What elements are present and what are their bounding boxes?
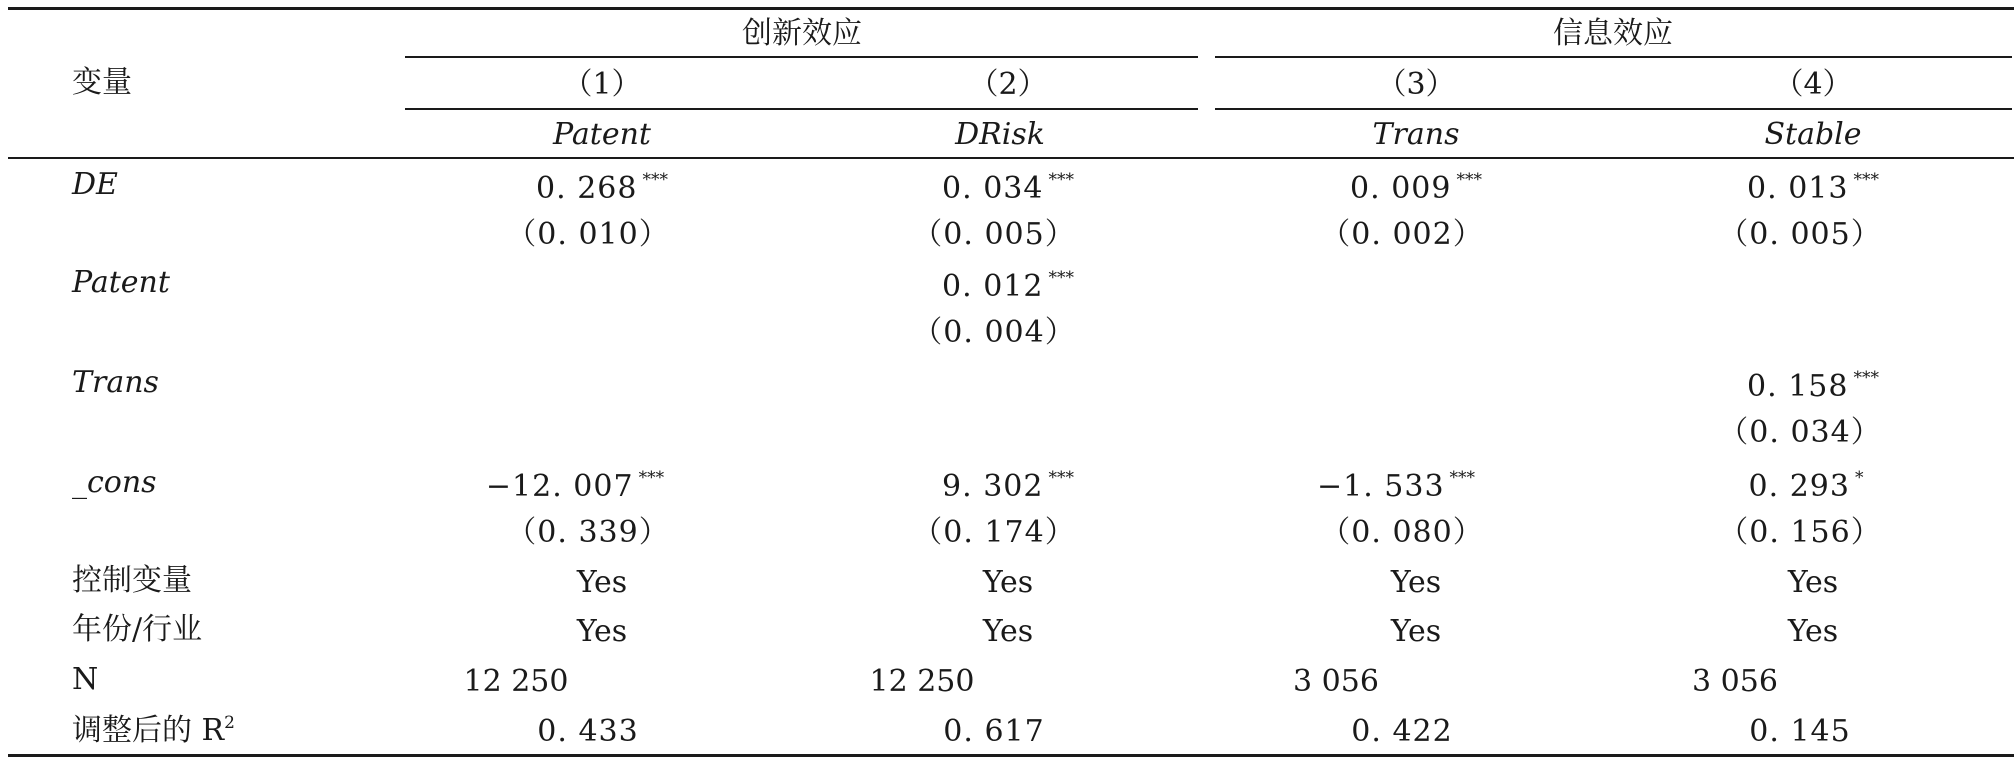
year-industry-3: Yes (1390, 614, 1442, 649)
colnum-rule-2 (1215, 108, 2012, 110)
patent-se-2: （0. 004） (912, 315, 1076, 350)
r2-1: 0. 433 (537, 714, 639, 749)
sig-stars: *** (1853, 368, 1879, 388)
cons-se-3: （0. 080） (1320, 515, 1484, 550)
trans-coef-4: 0. 158 *** (1747, 368, 1879, 404)
year-industry-4: Yes (1787, 614, 1839, 649)
trans-se-4: （0. 034） (1718, 415, 1882, 450)
bottom-rule (8, 754, 2014, 757)
sig-stars: *** (1853, 170, 1879, 190)
group1-rule (405, 56, 1198, 58)
row-label-patent: Patent (72, 265, 170, 300)
row-label-de: DE (72, 167, 118, 202)
row-label-year-industry: 年份/行业 (72, 612, 203, 647)
group-header-innovation: 创新效应 (742, 16, 862, 51)
de-coef-2: 0. 034 *** (942, 170, 1074, 206)
year-industry-1: Yes (576, 614, 628, 649)
cons-se-1: （0. 339） (506, 515, 670, 550)
colnum-rule-1 (405, 108, 1198, 110)
dep-var-stable: Stable (1764, 117, 1862, 152)
r2-2: 0. 617 (943, 714, 1045, 749)
dep-var-trans: Trans (1372, 117, 1460, 152)
de-coef-3: 0. 009 *** (1350, 170, 1482, 206)
cons-coef-3: −1. 533 *** (1316, 468, 1476, 504)
sig-stars: * (1854, 468, 1864, 488)
n-2: 12 250 (869, 664, 975, 699)
de-se-4: （0. 005） (1718, 217, 1882, 252)
n-4: 3 056 (1692, 664, 1778, 699)
n-1: 12 250 (463, 664, 569, 699)
group2-rule (1215, 56, 2012, 58)
cons-se-4: （0. 156） (1718, 515, 1882, 550)
de-se-1: （0. 010） (506, 217, 670, 252)
de-coef-1: 0. 268 *** (536, 170, 668, 206)
sig-stars: *** (1449, 468, 1476, 488)
col-number-2: （2） (968, 67, 1048, 102)
dep-var-patent: Patent (553, 117, 651, 152)
n-3: 3 056 (1293, 664, 1379, 699)
cons-se-2: （0. 174） (912, 515, 1076, 550)
r2-3: 0. 422 (1351, 714, 1453, 749)
cons-coef-2: 9. 302 *** (942, 468, 1074, 504)
sig-stars: *** (1048, 468, 1074, 488)
de-se-3: （0. 002） (1320, 217, 1484, 252)
controls-1: Yes (576, 565, 628, 600)
sig-stars: *** (1048, 268, 1074, 288)
dep-var-drisk: DRisk (955, 117, 1045, 152)
col-number-4: （4） (1773, 67, 1853, 102)
row-label-controls: 控制变量 (72, 563, 192, 598)
row-label-n: N (72, 662, 99, 697)
top-rule (8, 7, 2014, 10)
group-header-information: 信息效应 (1553, 16, 1673, 51)
row-label-cons: _cons (72, 465, 157, 500)
sig-stars: *** (638, 468, 665, 488)
variable-header: 变量 (72, 65, 132, 100)
row-label-adj-r2: 调整后的 $R^2$ (72, 713, 235, 748)
controls-2: Yes (982, 565, 1034, 600)
controls-4: Yes (1787, 565, 1839, 600)
col-number-1: （1） (562, 67, 642, 102)
row-label-trans: Trans (72, 365, 159, 400)
de-coef-4: 0. 013 *** (1747, 170, 1879, 206)
col-number-3: （3） (1376, 67, 1456, 102)
controls-3: Yes (1390, 565, 1442, 600)
sig-stars: *** (1456, 170, 1482, 190)
r2-4: 0. 145 (1749, 714, 1851, 749)
header-bottom-rule (8, 157, 2014, 159)
patent-coef-2: 0. 012 *** (942, 268, 1074, 304)
cons-coef-1: −12. 007 *** (485, 468, 665, 504)
cons-coef-4: 0. 293 * (1748, 468, 1864, 504)
sig-stars: *** (642, 170, 668, 190)
sig-stars: *** (1048, 170, 1074, 190)
de-se-2: （0. 005） (912, 217, 1076, 252)
year-industry-2: Yes (982, 614, 1034, 649)
